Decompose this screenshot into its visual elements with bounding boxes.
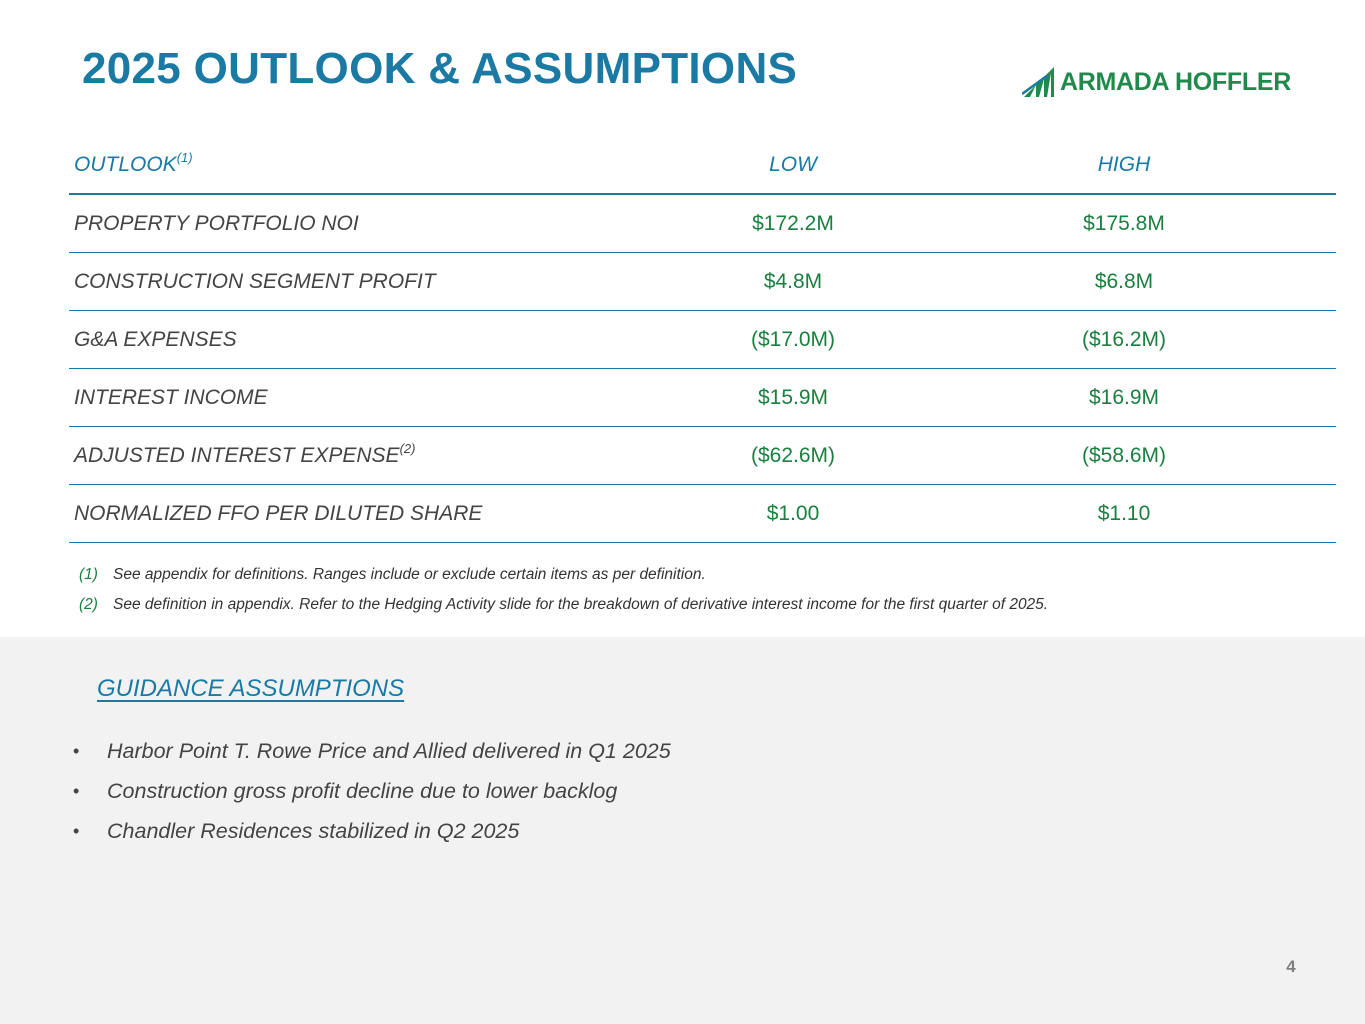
table-header-row [69, 136, 1336, 194]
row-high-value: ($16.2M) [912, 311, 1336, 369]
footnote-number: (2) [79, 596, 98, 613]
footnote-text: See appendix for definitions. Ranges include or exclude certain items as per definition. [113, 566, 706, 583]
list-item [73, 771, 671, 811]
row-label: CONSTRUCTION SEGMENT PROFIT [69, 253, 674, 311]
header-outlook-sup: (1) [176, 149, 193, 165]
header-outlook: OUTLOOK$^{(1)}$ [69, 136, 674, 194]
logo-text: ARMADA HOFFLER [1060, 67, 1291, 96]
bullet-icon: • [73, 780, 80, 801]
list-item [73, 811, 671, 851]
row-label: ADJUSTED INTEREST EXPENSE$^{(2)}$ [69, 427, 674, 485]
footnotes [79, 560, 1279, 620]
row-label: PROPERTY PORTFOLIO NOI [69, 194, 674, 253]
row-high-value: $6.8M [912, 253, 1336, 311]
row-label: G&A EXPENSES [69, 311, 674, 369]
row-high-value: $1.10 [912, 485, 1336, 543]
footnote-number: (1) [79, 566, 98, 583]
footnote [79, 560, 1279, 590]
table-row [69, 253, 1336, 311]
footnote [79, 590, 1279, 620]
row-low-value: $1.00 [674, 485, 912, 543]
row-high-value: $16.9M [912, 369, 1336, 427]
row-low-value: $4.8M [674, 253, 912, 311]
footnote-text: See definition in appendix. Refer to the Hedging Activity slide for the breakdown of derivative interest income for the first quarter of 2025. [113, 596, 1049, 613]
assumptions-title: GUIDANCE ASSUMPTIONS [97, 675, 405, 702]
bullet-icon: • [73, 740, 80, 761]
row-label: NORMALIZED FFO PER DILUTED SHARE [69, 485, 674, 543]
list-item [73, 731, 671, 771]
table-row [69, 485, 1336, 543]
table-row [69, 311, 1336, 369]
row-low-value: ($62.6M) [674, 427, 912, 485]
page-title: 2025 OUTLOOK & ASSUMPTIONS [82, 44, 798, 93]
list-item-text: Harbor Point T. Rowe Price and Allied delivered in Q1 2025 [107, 738, 671, 763]
bullet-icon: • [73, 820, 80, 841]
table-row [69, 369, 1336, 427]
row-low-value: $172.2M [674, 194, 912, 253]
assumptions-panel [0, 637, 1365, 1024]
outlook-table [69, 136, 1336, 543]
row-low-value: ($17.0M) [674, 311, 912, 369]
row-high-value: $175.8M [912, 194, 1336, 253]
list-item-text: Chandler Residences stabilized in Q2 2025 [107, 818, 520, 843]
company-logo [1022, 62, 1302, 102]
row-high-value: ($58.6M) [912, 427, 1336, 485]
row-label-sup: (2) [399, 440, 416, 456]
table-row [69, 427, 1336, 485]
row-label: INTEREST INCOME [69, 369, 674, 427]
header-low: LOW [674, 136, 912, 194]
list-item-text: Construction gross profit decline due to lower backlog [107, 778, 618, 803]
header-high: HIGH [912, 136, 1336, 194]
assumptions-list [73, 731, 671, 851]
row-low-value: $15.9M [674, 369, 912, 427]
page-number: 4 [1286, 957, 1296, 976]
armada-hoffler-logo-mark-icon [1022, 65, 1056, 99]
table-row [69, 194, 1336, 253]
